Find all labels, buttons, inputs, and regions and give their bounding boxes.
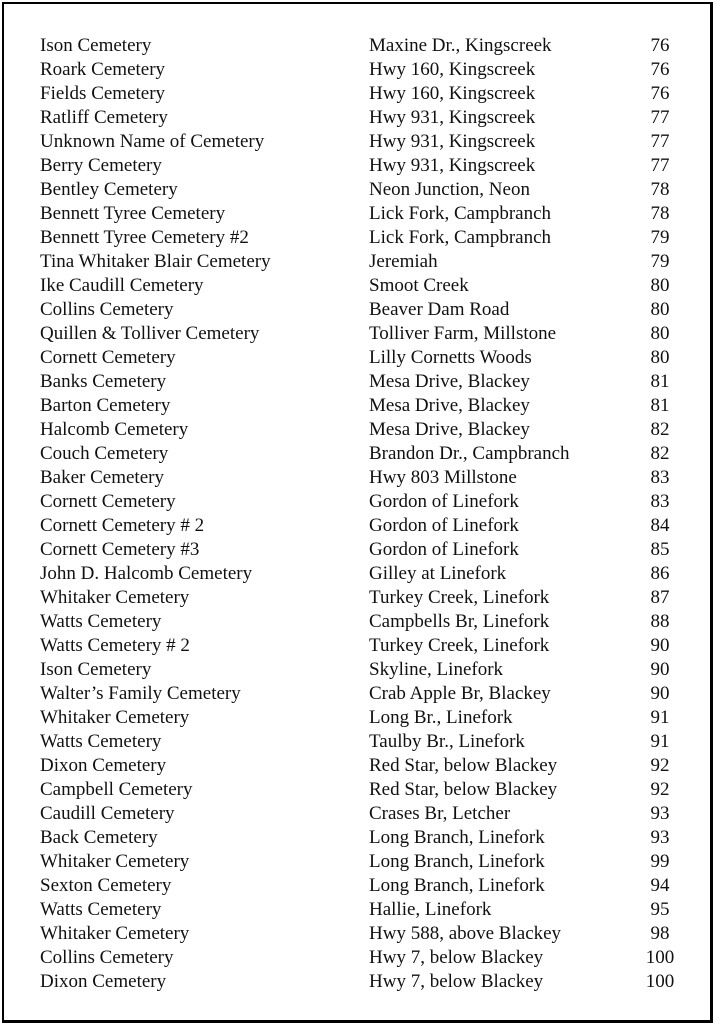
- page-number: 78: [650, 179, 670, 200]
- cemetery-location: Mesa Drive, Blackey: [369, 419, 530, 440]
- cemetery-name: Watts Cemetery: [40, 899, 162, 920]
- page-number: 86: [650, 563, 670, 584]
- page-number: 78: [650, 203, 670, 224]
- list-item: [4, 946, 710, 970]
- page-number: 82: [650, 443, 670, 464]
- list-item: [4, 58, 710, 82]
- page-number: 76: [650, 59, 670, 80]
- cemetery-name: Collins Cemetery: [40, 299, 174, 320]
- cemetery-name: Cornett Cemetery: [40, 347, 176, 368]
- page-number: 90: [650, 683, 670, 704]
- list-item: [4, 874, 710, 898]
- cemetery-location: Lick Fork, Campbranch: [369, 203, 552, 224]
- page-number: 84: [650, 515, 670, 536]
- document-page: [2, 2, 713, 1023]
- page-number: 80: [650, 299, 670, 320]
- cemetery-name: Ison Cemetery: [40, 35, 152, 56]
- list-item: [4, 274, 710, 298]
- list-item: [4, 202, 710, 226]
- cemetery-location: Jeremiah: [369, 251, 438, 272]
- cemetery-location: Red Star, below Blackey: [369, 779, 558, 800]
- cemetery-location: Hwy 803 Millstone: [369, 467, 517, 488]
- page-number: 77: [650, 131, 670, 152]
- cemetery-location: Hallie, Linefork: [369, 899, 492, 920]
- page-number: 99: [650, 851, 670, 872]
- list-item: [4, 34, 710, 58]
- cemetery-name: Bennett Tyree Cemetery #2: [40, 227, 249, 248]
- list-item: [4, 82, 710, 106]
- cemetery-name: Whitaker Cemetery: [40, 707, 190, 728]
- cemetery-name: Cornett Cemetery # 2: [40, 515, 205, 536]
- cemetery-name: Baker Cemetery: [40, 467, 164, 488]
- list-item: [4, 706, 710, 730]
- cemetery-name: Dixon Cemetery: [40, 971, 167, 992]
- page-number: 81: [650, 395, 670, 416]
- cemetery-name: Fields Cemetery: [40, 83, 166, 104]
- cemetery-location: Gordon of Linefork: [369, 515, 519, 536]
- cemetery-location: Campbells Br, Linefork: [369, 611, 550, 632]
- list-item: [4, 802, 710, 826]
- page-number: 85: [650, 539, 670, 560]
- page-number: 80: [650, 323, 670, 344]
- cemetery-location: Hwy 931, Kingscreek: [369, 107, 536, 128]
- cemetery-location: Hwy 160, Kingscreek: [369, 83, 536, 104]
- cemetery-name: Ratliff Cemetery: [40, 107, 168, 128]
- cemetery-location: Hwy 7, below Blackey: [369, 947, 544, 968]
- list-item: [4, 730, 710, 754]
- cemetery-name: John D. Halcomb Cemetery: [40, 563, 253, 584]
- cemetery-name: Tina Whitaker Blair Cemetery: [40, 251, 271, 272]
- cemetery-name: Cornett Cemetery: [40, 491, 176, 512]
- cemetery-location: Gordon of Linefork: [369, 491, 519, 512]
- page-number: 93: [650, 803, 670, 824]
- cemetery-name: Bentley Cemetery: [40, 179, 178, 200]
- page-number: 83: [650, 467, 670, 488]
- cemetery-location: Mesa Drive, Blackey: [369, 371, 530, 392]
- cemetery-location: Smoot Creek: [369, 275, 469, 296]
- cemetery-location: Brandon Dr., Campbranch: [369, 443, 570, 464]
- page-number: 90: [650, 659, 670, 680]
- page-number: 94: [650, 875, 670, 896]
- cemetery-location: Crases Br, Letcher: [369, 803, 511, 824]
- list-item: [4, 970, 710, 994]
- list-item: [4, 658, 710, 682]
- cemetery-name: Ison Cemetery: [40, 659, 152, 680]
- cemetery-location: Mesa Drive, Blackey: [369, 395, 530, 416]
- page-number: 98: [650, 923, 670, 944]
- list-item: [4, 922, 710, 946]
- list-item: [4, 466, 710, 490]
- cemetery-location: Gordon of Linefork: [369, 539, 519, 560]
- list-item: [4, 418, 710, 442]
- cemetery-location: Neon Junction, Neon: [369, 179, 530, 200]
- cemetery-location: Crab Apple Br, Blackey: [369, 683, 551, 704]
- list-item: [4, 826, 710, 850]
- page-number: 93: [650, 827, 670, 848]
- page-number: 76: [650, 83, 670, 104]
- list-item: [4, 898, 710, 922]
- cemetery-name: Watts Cemetery # 2: [40, 635, 190, 656]
- cemetery-location: Turkey Creek, Linefork: [369, 635, 550, 656]
- list-item: [4, 682, 710, 706]
- cemetery-location: Hwy 931, Kingscreek: [369, 131, 536, 152]
- page-number: 100: [645, 971, 675, 992]
- list-item: [4, 538, 710, 562]
- page-number: 77: [650, 107, 670, 128]
- list-item: [4, 322, 710, 346]
- list-item: [4, 754, 710, 778]
- cemetery-name: Campbell Cemetery: [40, 779, 193, 800]
- cemetery-location: Long Branch, Linefork: [369, 827, 545, 848]
- cemetery-name: Quillen & Tolliver Cemetery: [40, 323, 260, 344]
- cemetery-location: Gilley at Linefork: [369, 563, 507, 584]
- list-item: [4, 370, 710, 394]
- page-number: 82: [650, 419, 670, 440]
- cemetery-name: Sexton Cemetery: [40, 875, 172, 896]
- cemetery-name: Walter’s Family Cemetery: [40, 683, 241, 704]
- list-item: [4, 250, 710, 274]
- cemetery-location: Red Star, below Blackey: [369, 755, 558, 776]
- cemetery-location: Long Branch, Linefork: [369, 875, 545, 896]
- cemetery-location: Tolliver Farm, Millstone: [369, 323, 557, 344]
- list-item: [4, 154, 710, 178]
- page-number: 80: [650, 275, 670, 296]
- cemetery-name: Roark Cemetery: [40, 59, 166, 80]
- cemetery-location: Hwy 588, above Blackey: [369, 923, 562, 944]
- cemetery-name: Unknown Name of Cemetery: [40, 131, 265, 152]
- page-number: 91: [650, 731, 670, 752]
- cemetery-name: Watts Cemetery: [40, 731, 162, 752]
- page-number: 92: [650, 779, 670, 800]
- cemetery-name: Cornett Cemetery #3: [40, 539, 200, 560]
- page-number: 90: [650, 635, 670, 656]
- cemetery-name: Bennett Tyree Cemetery: [40, 203, 226, 224]
- page-number: 87: [650, 587, 670, 608]
- cemetery-location: Beaver Dam Road: [369, 299, 510, 320]
- list-item: [4, 778, 710, 802]
- page-number: 88: [650, 611, 670, 632]
- cemetery-location: Skyline, Linefork: [369, 659, 504, 680]
- cemetery-location: Maxine Dr., Kingscreek: [369, 35, 552, 56]
- page-number: 77: [650, 155, 670, 176]
- cemetery-name: Back Cemetery: [40, 827, 158, 848]
- cemetery-name: Whitaker Cemetery: [40, 587, 190, 608]
- cemetery-name: Barton Cemetery: [40, 395, 171, 416]
- list-item: [4, 514, 710, 538]
- list-item: [4, 490, 710, 514]
- list-item: [4, 634, 710, 658]
- cemetery-location: Hwy 160, Kingscreek: [369, 59, 536, 80]
- page-number: 100: [645, 947, 675, 968]
- cemetery-name: Whitaker Cemetery: [40, 851, 190, 872]
- list-item: [4, 106, 710, 130]
- list-item: [4, 394, 710, 418]
- cemetery-name: Dixon Cemetery: [40, 755, 167, 776]
- page-number: 79: [650, 251, 670, 272]
- list-item: [4, 562, 710, 586]
- cemetery-location: Long Br., Linefork: [369, 707, 513, 728]
- list-item: [4, 178, 710, 202]
- cemetery-location: Taulby Br., Linefork: [369, 731, 525, 752]
- list-item: [4, 130, 710, 154]
- cemetery-name: Couch Cemetery: [40, 443, 169, 464]
- cemetery-location: Hwy 7, below Blackey: [369, 971, 544, 992]
- cemetery-location: Lick Fork, Campbranch: [369, 227, 552, 248]
- cemetery-name: Ike Caudill Cemetery: [40, 275, 204, 296]
- cemetery-index-list: [4, 34, 710, 994]
- list-item: [4, 610, 710, 634]
- cemetery-name: Berry Cemetery: [40, 155, 162, 176]
- cemetery-location: Turkey Creek, Linefork: [369, 587, 550, 608]
- cemetery-location: Long Branch, Linefork: [369, 851, 545, 872]
- page-number: 92: [650, 755, 670, 776]
- cemetery-location: Hwy 931, Kingscreek: [369, 155, 536, 176]
- page-number: 91: [650, 707, 670, 728]
- page-number: 80: [650, 347, 670, 368]
- list-item: [4, 442, 710, 466]
- cemetery-name: Halcomb Cemetery: [40, 419, 189, 440]
- page-number: 79: [650, 227, 670, 248]
- list-item: [4, 586, 710, 610]
- cemetery-name: Watts Cemetery: [40, 611, 162, 632]
- page-number: 76: [650, 35, 670, 56]
- cemetery-name: Collins Cemetery: [40, 947, 174, 968]
- page-number: 81: [650, 371, 670, 392]
- list-item: [4, 226, 710, 250]
- list-item: [4, 298, 710, 322]
- cemetery-name: Whitaker Cemetery: [40, 923, 190, 944]
- cemetery-name: Banks Cemetery: [40, 371, 167, 392]
- list-item: [4, 346, 710, 370]
- page-number: 95: [650, 899, 670, 920]
- cemetery-location: Lilly Cornetts Woods: [369, 347, 532, 368]
- list-item: [4, 850, 710, 874]
- page-number: 83: [650, 491, 670, 512]
- cemetery-name: Caudill Cemetery: [40, 803, 175, 824]
